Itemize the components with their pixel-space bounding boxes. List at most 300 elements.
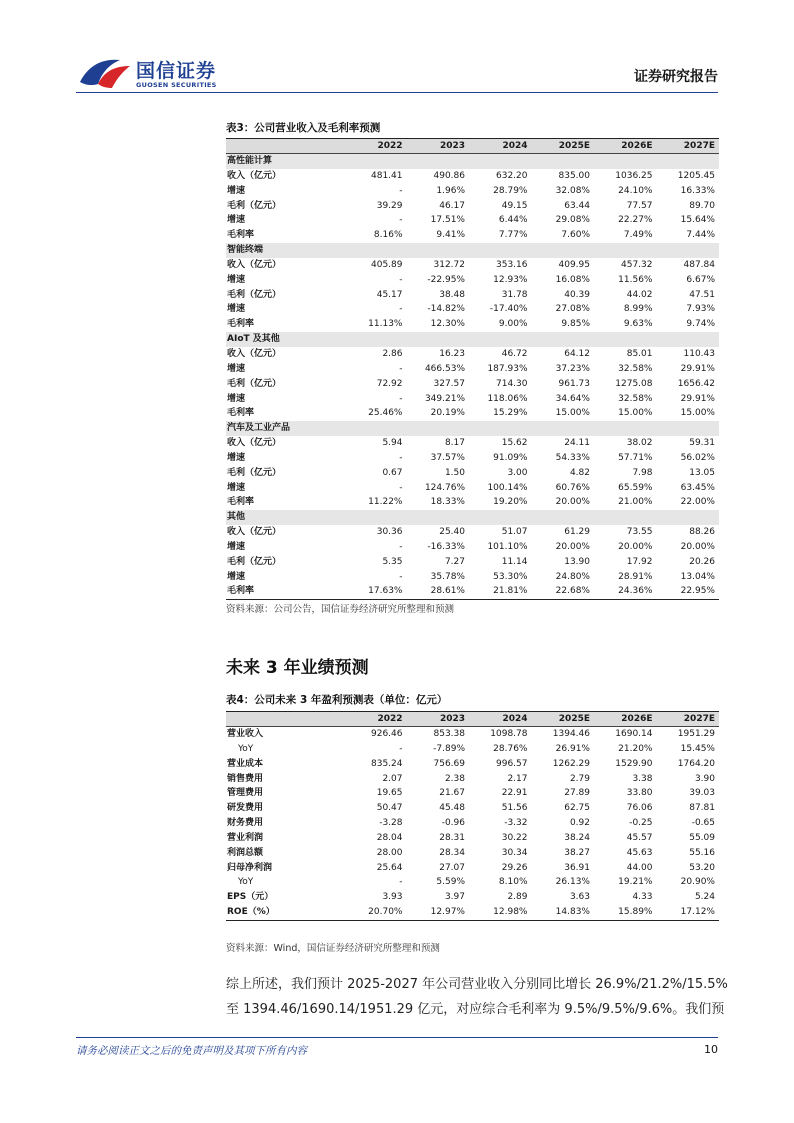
cell-value: 12.98% (469, 905, 532, 920)
cell-value: 59.31 (689, 438, 715, 449)
cell-value: 13.04% (680, 571, 715, 582)
cell-value: 3.63 (569, 892, 590, 903)
row-label: 归母净利润 (227, 862, 273, 873)
cell-value: 16.08% (555, 274, 590, 285)
row-label: 增速 (227, 393, 246, 404)
cell-value: 4.82 (569, 467, 590, 478)
cell-value: 11.13% (368, 319, 403, 330)
cell-value: 20.00% (555, 497, 590, 508)
cell-value: 38.48 (439, 289, 465, 300)
cell-value: 29.91% (680, 393, 715, 404)
cell-value: 3.00 (507, 467, 528, 478)
cell-value: 7.77% (498, 230, 528, 241)
cell-value: 1205.45 (677, 170, 715, 181)
column-header: 2026E (594, 139, 657, 154)
cell-value: 490.86 (433, 170, 465, 181)
cell-value: 44.00 (626, 862, 653, 873)
cell-value: 76.06 (626, 803, 653, 814)
table-row (226, 466, 719, 481)
paragraph-line: 至 1394.46/1690.14/1951.29 亿元，对应综合毛利率为 9.5%/9.5%/9.6%。我们预 (226, 1002, 725, 1017)
cell-value: - (399, 274, 403, 285)
cell-value: 51.07 (501, 527, 528, 538)
cell-value: 3.38 (632, 773, 653, 784)
cell-value: 37.57% (430, 452, 465, 463)
cell-value: 1262.29 (552, 758, 590, 769)
cell-value: 55.09 (689, 832, 715, 843)
cell-value: -3.28 (379, 818, 403, 829)
company-logo (76, 54, 221, 94)
cell-value: 7.93% (686, 304, 715, 315)
cell-value: 853.38 (433, 729, 465, 739)
cell-value: 409.95 (558, 259, 590, 270)
table-row (226, 757, 719, 772)
table-row (226, 436, 719, 451)
column-header: 2023 (407, 712, 470, 727)
cell-value: 11.56% (618, 274, 653, 285)
cell-value: 2.86 (382, 348, 403, 359)
cell-value: 124.76% (424, 482, 465, 493)
cell-value: 2.79 (569, 773, 590, 784)
paragraph-line: 综上所述，我们预计 2025-2027 年公司营业收入分别同比增长 26.9%/21.2%/15.5% (226, 977, 728, 992)
table-row (226, 302, 719, 317)
column-header: 2022 (344, 712, 407, 727)
cell-value: 17.12% (657, 905, 720, 920)
column-header: 2024 (469, 712, 532, 727)
cell-value: -0.65 (691, 818, 715, 829)
cell-value: 21.67 (439, 788, 465, 799)
cell-value: 28.79% (493, 185, 528, 196)
cell-value: 21.81% (469, 584, 532, 599)
row-label: 毛利率 (227, 230, 255, 241)
cell-value: 16.23 (439, 348, 465, 359)
segment-title: 高性能计算 (226, 154, 719, 169)
cell-value: 34.64% (555, 393, 590, 404)
row-label: 增速 (227, 541, 246, 552)
cell-value: 35.78% (430, 571, 465, 582)
cell-value: 39.03 (689, 788, 715, 799)
cell-value: 13.90 (564, 556, 590, 567)
cell-value: 3.90 (694, 773, 715, 784)
cell-value: 24.80% (555, 571, 590, 582)
table-row (226, 727, 719, 742)
cell-value: 1036.25 (615, 170, 653, 181)
cell-value: 20.00% (555, 541, 590, 552)
row-label: EPS（元） (227, 892, 274, 903)
cell-value: 2.07 (382, 773, 403, 784)
cell-value: 405.89 (371, 259, 403, 270)
cell-value: 1656.42 (677, 378, 715, 389)
table-row (226, 199, 719, 214)
row-label: 营业成本 (227, 758, 264, 769)
cell-value: 29.91% (680, 363, 715, 374)
table-row (226, 905, 719, 920)
cell-value: 1951.29 (677, 729, 715, 739)
row-label: 增速 (227, 452, 246, 463)
cell-value: 38.24 (564, 832, 590, 843)
profit-forecast-table (226, 711, 719, 921)
cell-value: 26.91% (555, 743, 590, 754)
cell-value: 27.08% (555, 304, 590, 315)
row-label: 增速 (227, 482, 246, 493)
cell-value: 27.07 (439, 862, 465, 873)
table-row (226, 228, 719, 243)
cell-value: 46.72 (501, 348, 528, 359)
cell-value: 118.06% (487, 393, 528, 404)
cell-value: -22.95% (427, 274, 465, 285)
cell-value: 20.90% (680, 877, 715, 888)
cell-value: 46.17 (439, 200, 465, 211)
row-label: 收入（亿元） (227, 438, 282, 449)
cell-value: 2.89 (507, 892, 528, 903)
row-label: YoY (238, 877, 254, 888)
cell-value: 17.92 (626, 556, 653, 567)
cell-value: 56.02% (680, 452, 715, 463)
cell-value: 7.27 (444, 556, 465, 567)
cell-value: 28.31 (439, 832, 465, 843)
row-label: 毛利（亿元） (227, 467, 282, 478)
cell-value: 45.17 (376, 289, 403, 300)
row-label: 增速 (227, 185, 246, 196)
cell-value: 15.00% (555, 408, 590, 419)
cell-value: 7.49% (623, 230, 653, 241)
cell-value: 63.45% (680, 482, 715, 493)
row-label: 收入（亿元） (227, 348, 282, 359)
cell-value: 15.00% (618, 408, 653, 419)
table-row (226, 742, 719, 757)
cell-value: 49.15 (501, 200, 528, 211)
header-divider (76, 92, 718, 93)
table-row (226, 184, 719, 199)
row-label: 管理费用 (227, 788, 264, 799)
table-row (226, 317, 719, 332)
cell-value: 47.51 (689, 289, 715, 300)
cell-value: 72.92 (376, 378, 403, 389)
cell-value: 17.63% (344, 584, 407, 599)
table-row (226, 377, 719, 392)
cell-value: 22.68% (532, 584, 595, 599)
table3-source: 资料来源：公司公告，国信证券经济研究所整理和预测 (226, 604, 455, 615)
cell-value: 62.75 (564, 803, 590, 814)
cell-value: 12.97% (407, 905, 470, 920)
table-row (226, 406, 719, 421)
cell-value: 15.62 (501, 438, 528, 449)
cell-value: 15.29% (493, 408, 528, 419)
cell-value: 9.41% (436, 230, 465, 241)
table4-caption: 表4：公司未来 3 年盈利预测表（单位：亿元） (226, 694, 448, 706)
cell-value: 9.00% (498, 319, 528, 330)
cell-value: -7.89% (433, 743, 465, 754)
row-label: 增速 (227, 215, 246, 226)
cell-value: 21.00% (618, 497, 653, 508)
segment-header-row (226, 421, 719, 436)
cell-value: 39.29 (376, 200, 403, 211)
cell-value: 0.92 (569, 818, 590, 829)
row-label: 财务费用 (227, 818, 264, 829)
row-label: 毛利率 (227, 497, 255, 508)
cell-value: 21.20% (618, 743, 653, 754)
column-header: 2025E (532, 139, 595, 154)
column-header (226, 712, 344, 727)
cell-value: - (399, 363, 403, 374)
table-row (226, 861, 719, 876)
cell-value: 353.16 (496, 259, 528, 270)
cell-value: 25.40 (439, 527, 465, 538)
cell-value: 4.33 (632, 892, 653, 903)
cell-value: 1.50 (444, 467, 465, 478)
row-label: 毛利率 (227, 319, 255, 330)
cell-value: 28.00 (376, 847, 403, 858)
segment-header-row (226, 332, 719, 347)
cell-value: 89.70 (689, 200, 715, 211)
table-row (226, 540, 719, 555)
cell-value: 88.26 (689, 527, 715, 538)
segment-header-row (226, 154, 719, 169)
cell-value: 24.11 (564, 438, 590, 449)
cell-value: -16.33% (427, 541, 465, 552)
table4-header-row (226, 712, 719, 727)
cell-value: 44.02 (626, 289, 653, 300)
table-row (226, 846, 719, 861)
cell-value: 65.59% (618, 482, 653, 493)
cell-value: 53.20 (689, 862, 715, 873)
column-header: 2023 (407, 139, 470, 154)
table-row (226, 213, 719, 228)
cell-value: 63.44 (564, 200, 590, 211)
cell-value: 327.57 (433, 378, 465, 389)
row-label: 营业收入 (227, 729, 264, 739)
cell-value: 11.22% (368, 497, 403, 508)
cell-value: 15.45% (680, 743, 715, 754)
cell-value: 6.44% (498, 215, 528, 226)
row-label: YoY (238, 743, 254, 754)
cell-value: 33.80 (626, 788, 653, 799)
column-header: 2027E (657, 712, 720, 727)
table-row (226, 288, 719, 303)
row-label: 收入（亿元） (227, 170, 282, 181)
cell-value: 61.29 (564, 527, 590, 538)
cell-value: 19.65 (376, 788, 403, 799)
cell-value: - (399, 304, 403, 315)
page-number: 10 (704, 1043, 718, 1056)
cell-value: 22.95% (657, 584, 720, 599)
table-row (226, 555, 719, 570)
segment-header-row (226, 510, 719, 525)
cell-value: 32.08% (555, 185, 590, 196)
cell-value: 64.12 (564, 348, 590, 359)
column-header: 2024 (469, 139, 532, 154)
table-row (226, 570, 719, 585)
cell-value: 2.17 (507, 773, 528, 784)
cell-value: - (399, 482, 403, 493)
logo-chinese-name: 国信证券 (136, 60, 217, 82)
cell-value: 3.93 (382, 892, 403, 903)
cell-value: 85.01 (626, 348, 653, 359)
cell-value: 38.02 (626, 438, 653, 449)
cell-value: 5.35 (382, 556, 403, 567)
table-row (226, 831, 719, 846)
cell-value: 32.58% (618, 393, 653, 404)
logo-english-name: GUOSEN SECURITIES (136, 81, 217, 89)
column-header: 2027E (657, 139, 720, 154)
table-row (226, 875, 719, 890)
table-row (226, 525, 719, 540)
table-row (226, 584, 719, 599)
cell-value: - (399, 393, 403, 404)
cell-value: 87.81 (689, 803, 715, 814)
revenue-margin-table (226, 138, 719, 600)
table-row (226, 347, 719, 362)
row-label: 研发费用 (227, 803, 264, 814)
cell-value: 32.58% (618, 363, 653, 374)
cell-value: 632.20 (496, 170, 528, 181)
cell-value: 26.13% (555, 877, 590, 888)
cell-value: 22.00% (680, 497, 715, 508)
cell-value: 996.57 (496, 758, 528, 769)
cell-value: 31.78 (501, 289, 528, 300)
row-label: 毛利（亿元） (227, 289, 282, 300)
guosen-logo-icon (76, 56, 132, 90)
table-row (226, 362, 719, 377)
row-label: 收入（亿元） (227, 259, 282, 270)
footer-disclaimer: 请务必阅读正文之后的免责声明及其项下所有内容 (76, 1045, 307, 1057)
cell-value: 28.76% (493, 743, 528, 754)
cell-value: - (399, 877, 403, 888)
row-label: 增速 (227, 274, 246, 285)
cell-value: - (399, 185, 403, 196)
body-paragraph (226, 972, 728, 1022)
cell-value: 19.20% (493, 497, 528, 508)
cell-value: 1098.78 (490, 729, 528, 739)
cell-value: 7.60% (561, 230, 590, 241)
cell-value: 24.10% (618, 185, 653, 196)
cell-value: -17.40% (489, 304, 528, 315)
cell-value: 5.24 (694, 892, 715, 903)
row-label: 毛利率 (227, 408, 255, 419)
cell-value: 7.98 (632, 467, 653, 478)
cell-value: 5.94 (382, 438, 403, 449)
cell-value: 22.91 (501, 788, 528, 799)
cell-value: 51.56 (501, 803, 528, 814)
cell-value: 50.47 (376, 803, 403, 814)
segment-title: AIoT 及其他 (226, 332, 719, 347)
cell-value: 19.21% (618, 877, 653, 888)
cell-value: 3.97 (444, 892, 465, 903)
cell-value: 9.85% (561, 319, 590, 330)
cell-value: 8.17 (444, 438, 465, 449)
segment-header-row (226, 243, 719, 258)
cell-value: 9.63% (623, 319, 653, 330)
cell-value: 20.26 (689, 556, 715, 567)
cell-value: 714.30 (496, 378, 528, 389)
report-type-title: 证券研究报告 (634, 69, 718, 85)
cell-value: 12.30% (430, 319, 465, 330)
cell-value: 37.23% (555, 363, 590, 374)
cell-value: 53.30% (493, 571, 528, 582)
cell-value: 28.34 (439, 847, 465, 858)
cell-value: 14.83% (532, 905, 595, 920)
table-row (226, 451, 719, 466)
cell-value: 29.08% (555, 215, 590, 226)
table-row (226, 495, 719, 510)
row-label: 营业利润 (227, 832, 264, 843)
footer-divider (76, 1037, 718, 1038)
segment-title: 智能终端 (226, 243, 719, 258)
row-label: 增速 (227, 304, 246, 315)
cell-value: - (399, 541, 403, 552)
cell-value: 312.72 (433, 259, 465, 270)
cell-value: 349.21% (424, 393, 465, 404)
table-row (226, 816, 719, 831)
row-label: 毛利（亿元） (227, 378, 282, 389)
cell-value: -14.82% (427, 304, 465, 315)
cell-value: 29.26 (501, 862, 528, 873)
cell-value: 16.33% (680, 185, 715, 196)
cell-value: 100.14% (487, 482, 528, 493)
cell-value: 45.57 (626, 832, 653, 843)
cell-value: 1275.08 (615, 378, 653, 389)
cell-value: 55.16 (689, 847, 715, 858)
cell-value: -3.32 (504, 818, 528, 829)
table-row (226, 772, 719, 787)
cell-value: 60.76% (555, 482, 590, 493)
cell-value: 20.70% (344, 905, 407, 920)
table-row (226, 169, 719, 184)
table-row (226, 786, 719, 801)
cell-value: 1.96% (436, 185, 465, 196)
cell-value: 9.74% (686, 319, 715, 330)
row-label: 毛利率 (226, 584, 344, 599)
cell-value: 40.39 (564, 289, 590, 300)
cell-value: 961.73 (558, 378, 590, 389)
cell-value: 187.93% (487, 363, 528, 374)
cell-value: 1529.90 (615, 758, 653, 769)
cell-value: 8.99% (623, 304, 653, 315)
cell-value: 15.89% (594, 905, 657, 920)
cell-value: 11.14 (501, 556, 528, 567)
row-label: 增速 (227, 571, 246, 582)
row-label: 增速 (227, 363, 246, 374)
cell-value: 8.10% (498, 877, 528, 888)
cell-value: 756.69 (433, 758, 465, 769)
row-label: 毛利（亿元） (227, 200, 282, 211)
cell-value: 481.41 (371, 170, 403, 181)
row-label: 销售费用 (227, 773, 264, 784)
cell-value: -0.25 (629, 818, 653, 829)
cell-value: 487.84 (683, 259, 715, 270)
table-row (226, 481, 719, 496)
cell-value: - (399, 452, 403, 463)
cell-value: 30.22 (501, 832, 528, 843)
cell-value: 91.09% (493, 452, 528, 463)
cell-value: 20.00% (680, 541, 715, 552)
table3-caption: 表3：公司营业收入及毛利率预测 (226, 122, 381, 134)
table3-header-row (226, 139, 719, 154)
cell-value: 57.71% (618, 452, 653, 463)
cell-value: 36.91 (564, 862, 590, 873)
cell-value: 28.04 (376, 832, 403, 843)
cell-value: 18.33% (430, 497, 465, 508)
column-header: 2022 (344, 139, 407, 154)
cell-value: 45.48 (439, 803, 465, 814)
segment-title: 其他 (226, 510, 719, 525)
cell-value: 457.32 (621, 259, 653, 270)
column-header (226, 139, 344, 154)
segment-title: 汽车及工业产品 (226, 421, 719, 436)
table-row (226, 273, 719, 288)
cell-value: 20.19% (430, 408, 465, 419)
cell-value: 20.00% (618, 541, 653, 552)
table-row (226, 258, 719, 273)
